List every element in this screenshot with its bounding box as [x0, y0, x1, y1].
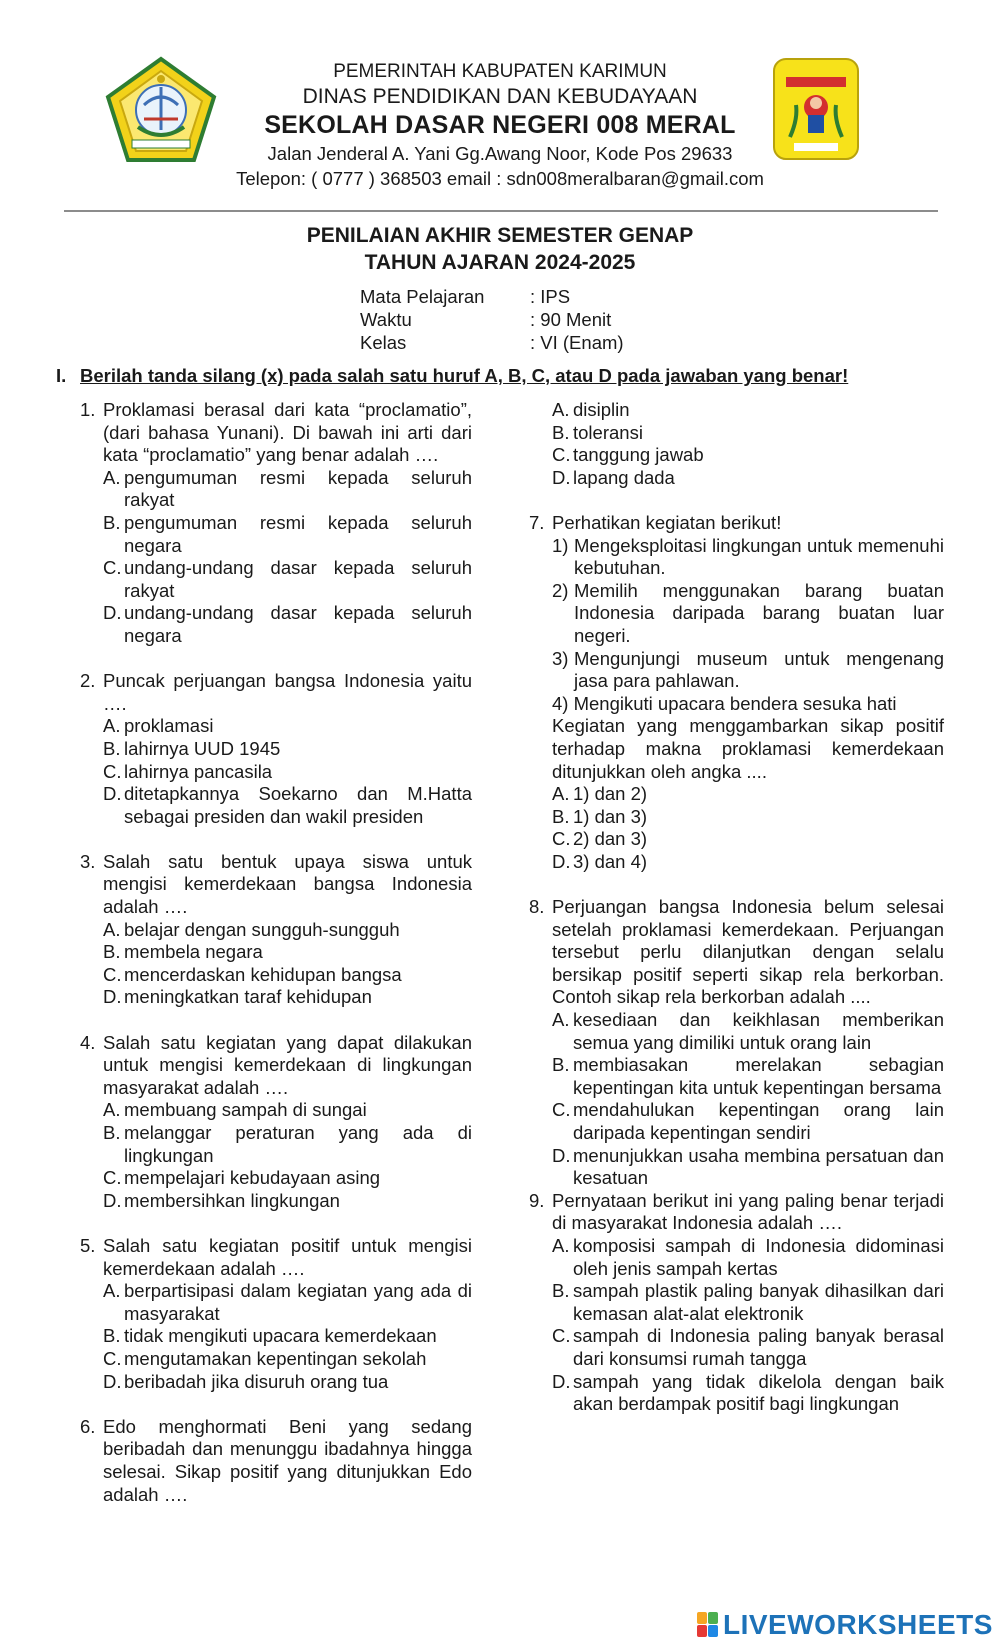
option-text: lahirnya UUD 1945	[124, 737, 281, 759]
option-text: mendahulukan kepentingan orang lain daripada kepentingan sendiri	[573, 1099, 944, 1143]
option-9d[interactable]	[552, 1371, 944, 1416]
meta-key: Waktu	[360, 309, 412, 330]
option-letter: A.	[552, 1234, 570, 1256]
option-text: pengumuman resmi kepada seluruh rakyat	[124, 466, 472, 511]
option-1b[interactable]	[103, 512, 472, 557]
questions-column-right	[529, 399, 944, 1416]
option-1d[interactable]	[103, 602, 472, 647]
question-text: Edo menghormati Beni yang sedang beribadah dan menunggu ibadahnya hingga selesai. Sikap positif yang ditunjukkan Edo adalah ….	[103, 1415, 472, 1505]
option-letter: C.	[552, 1325, 571, 1347]
question-number: 2.	[80, 670, 96, 692]
option-2c[interactable]	[103, 761, 472, 784]
option-letter: B.	[552, 1054, 570, 1076]
option-9a[interactable]	[552, 1235, 944, 1280]
statement-text: Mengeksploitasi lingkungan untuk memenuhi kebutuhan.	[574, 534, 944, 579]
section-number: I.	[56, 365, 67, 386]
option-text: pengumuman resmi kepada seluruh negara	[124, 511, 472, 556]
option-4a[interactable]	[103, 1099, 472, 1122]
option-3c[interactable]	[103, 964, 472, 987]
option-text: belajar dengan sungguh-sungguh	[124, 918, 400, 940]
meta-row-class	[360, 331, 624, 354]
option-text: mempelajari kebudayaan asing	[124, 1167, 381, 1189]
option-letter: C.	[103, 1167, 122, 1189]
option-letter: C.	[552, 1099, 571, 1121]
option-6b[interactable]	[552, 422, 944, 445]
option-letter: B.	[103, 941, 121, 963]
section-instruction	[56, 364, 956, 388]
option-letter: A.	[103, 1280, 121, 1302]
option-letter: C.	[103, 1347, 122, 1369]
option-letter: D.	[552, 850, 571, 872]
option-7b[interactable]	[552, 806, 944, 829]
option-9b[interactable]	[552, 1280, 944, 1325]
question-text: Puncak perjuangan bangsa Indonesia yaitu ….	[103, 670, 472, 714]
option-3a[interactable]	[103, 919, 472, 942]
option-letter: D.	[103, 783, 122, 805]
option-8c[interactable]	[552, 1099, 944, 1144]
option-7a[interactable]	[552, 783, 944, 806]
option-text: membela negara	[124, 941, 263, 963]
meta-value: : 90 Menit	[530, 309, 612, 330]
option-letter: D.	[552, 1144, 571, 1166]
option-4b[interactable]	[103, 1122, 472, 1167]
liveworksheets-wordmark: LIVEWORKSHEETS	[723, 1609, 993, 1640]
option-letter: B.	[552, 805, 570, 827]
exam-title-line2: TAHUN AJARAN 2024-2025	[364, 251, 636, 274]
option-7c[interactable]	[552, 828, 944, 851]
meta-value: : VI (Enam)	[530, 332, 624, 353]
option-text: 2) dan 3)	[573, 828, 648, 850]
question-9	[529, 1190, 944, 1235]
question-text: Perhatikan kegiatan berikut!	[552, 511, 782, 533]
option-text: lapang dada	[573, 466, 675, 488]
option-text: sampah plastik paling banyak dihasilkan dari kemasan alat-alat elektronik	[573, 1280, 944, 1324]
question-6	[80, 1416, 472, 1506]
option-6c[interactable]	[552, 444, 944, 467]
option-letter: A.	[552, 1009, 570, 1031]
question-8	[529, 896, 944, 1009]
option-letter: B.	[103, 1122, 121, 1143]
liveworksheets-brand[interactable]	[697, 1608, 993, 1642]
question-number: 7.	[529, 511, 545, 533]
question-number: 4.	[80, 1031, 96, 1053]
statement-7-3	[552, 648, 944, 693]
statement-7-4: 4) Mengikuti upacara bendera sesuka hati	[552, 692, 897, 714]
option-text: membersihkan lingkungan	[124, 1189, 340, 1211]
option-text: berpartisipasi dalam kegiatan yang ada di masyarakat	[124, 1280, 472, 1324]
sd-negeri-008-meral-emblem-icon	[772, 57, 860, 161]
exam-title	[0, 222, 1000, 276]
option-letter: B.	[552, 1280, 570, 1302]
option-4d[interactable]	[103, 1190, 472, 1213]
statement-7-2	[552, 580, 944, 648]
option-5b[interactable]	[103, 1325, 472, 1348]
question-4	[80, 1032, 472, 1100]
option-1c[interactable]	[103, 557, 472, 602]
option-text: membiasakan merelakan sebagian kepentingan kita untuk kepentingan bersama	[573, 1054, 944, 1098]
option-text: toleransi	[573, 421, 643, 443]
option-text: 3) dan 4)	[573, 850, 648, 872]
question-5	[80, 1235, 472, 1280]
option-text: tidak mengikuti upacara kemerdekaan	[124, 1325, 437, 1347]
question-text: Pernyataan berikut ini yang paling benar terjadi di masyarakat Indonesia adalah ….	[552, 1189, 944, 1234]
meta-row-time	[360, 308, 624, 331]
option-4c[interactable]	[103, 1167, 472, 1190]
question-text: Salah satu kegiatan yang dapat dilakukan untuk mengisi kemerdekaan di lingkungan masyarakat adalah ….	[103, 1031, 472, 1098]
question-text: Salah satu kegiatan positif untuk mengisi kemerdekaan adalah ….	[103, 1234, 472, 1279]
option-letter: A.	[103, 466, 121, 488]
option-8d[interactable]	[552, 1145, 944, 1190]
option-letter: A.	[552, 399, 570, 420]
kop-line-government: PEMERINTAH KABUPATEN KARIMUN	[333, 61, 667, 82]
option-text: lahirnya pancasila	[124, 760, 273, 782]
option-letter: B.	[103, 737, 121, 759]
letterhead-divider	[64, 210, 938, 212]
option-text: melanggar peraturan yang ada di lingkungan	[124, 1122, 472, 1166]
question-text: Salah satu bentuk upaya siswa untuk mengisi kemerdekaan bangsa Indonesia adalah ….	[103, 850, 472, 918]
option-text: kesediaan dan keikhlasan memberikan semua yang dimiliki untuk orang lain	[573, 1009, 944, 1053]
option-letter: A.	[103, 715, 121, 737]
option-letter: D.	[103, 1189, 122, 1211]
option-text: disiplin	[573, 399, 630, 420]
option-2d[interactable]	[103, 783, 472, 828]
option-text: 1) dan 2)	[573, 783, 648, 805]
option-7d[interactable]	[552, 851, 944, 874]
option-3b[interactable]	[103, 941, 472, 964]
option-letter: A.	[552, 783, 570, 805]
option-letter: A.	[103, 1099, 121, 1121]
question-text: Perjuangan bangsa Indonesia belum selesai setelah proklamasi kemerdekaan. Perjuangan tersebut perlu dilanjutkan dengan selalu bersikap positif seperti sikap rela berkorban. Contoh sikap rela berkorban adalah ....	[552, 896, 944, 1008]
option-text: undang-undang dasar kepada seluruh rakyat	[124, 557, 472, 601]
statement-text: Mengunjungi museum untuk mengenang jasa para pahlawan.	[574, 647, 944, 692]
option-letter: D.	[103, 602, 122, 624]
meta-value: : IPS	[530, 286, 571, 307]
option-text: beribadah jika disuruh orang tua	[124, 1370, 389, 1392]
question-number: 8.	[529, 896, 545, 918]
kop-line-agency: DINAS PENDIDIKAN DAN KEBUDAYAAN	[302, 85, 698, 108]
question-1	[80, 399, 472, 467]
kop-line-contact: Telepon: ( 0777 ) 368503 email : sdn008meralbaran@gmail.com	[236, 168, 764, 189]
option-9c[interactable]	[552, 1325, 944, 1370]
questions-column-left	[80, 399, 472, 1506]
statement-text: Memilih menggunakan barang buatan Indonesia daripada barang buatan luar negeri.	[574, 579, 944, 646]
exam-meta	[360, 285, 624, 354]
option-2b[interactable]	[103, 738, 472, 761]
question-7	[529, 512, 944, 535]
option-letter: D.	[552, 466, 571, 488]
option-text: sampah yang tidak dikelola dengan baik akan berdampak positif bagi lingkungan	[573, 1370, 944, 1415]
exam-title-line1: PENILAIAN AKHIR SEMESTER GENAP	[306, 224, 694, 247]
option-text: meningkatkan taraf kehidupan	[124, 986, 372, 1008]
option-letter: D.	[103, 986, 122, 1008]
option-letter: D.	[103, 1370, 122, 1392]
option-8a[interactable]	[552, 1009, 944, 1054]
question-3	[80, 851, 472, 919]
question-text: Proklamasi berasal dari kata “proclamatio”, (dari bahasa Yunani). Di bawah ini arti dari kata “proclamatio” yang benar adalah ….	[103, 399, 472, 466]
option-letter: C.	[552, 444, 571, 466]
option-text: mengutamakan kepentingan sekolah	[124, 1347, 427, 1369]
question-number: 1.	[80, 399, 96, 420]
option-2a[interactable]	[103, 715, 472, 738]
question-number: 6.	[80, 1415, 96, 1437]
option-text: ditetapkannya Soekarno dan M.Hatta sebagai presiden dan wakil presiden	[124, 783, 472, 827]
option-text: tanggung jawab	[573, 444, 704, 466]
option-6d[interactable]	[552, 467, 944, 490]
option-text: komposisi sampah di Indonesia didominasi oleh jenis sampah kertas	[573, 1234, 944, 1279]
liveworksheets-logo-icon	[697, 1612, 719, 1638]
option-letter: B.	[103, 511, 121, 533]
option-text: menunjukkan usaha membina persatuan dan kesatuan	[573, 1144, 944, 1189]
option-letter: C.	[103, 557, 122, 579]
letterhead	[0, 0, 1000, 220]
option-text: membuang sampah di sungai	[124, 1099, 367, 1121]
option-letter: C.	[103, 760, 122, 782]
option-text: mencerdaskan kehidupan bangsa	[124, 963, 402, 985]
statement-number: 3)	[552, 647, 569, 669]
kop-line-school-name: SEKOLAH DASAR NEGERI 008 MERAL	[264, 111, 736, 139]
question-number: 3.	[80, 850, 96, 872]
option-text: proklamasi	[124, 715, 214, 737]
option-text: 1) dan 3)	[573, 805, 648, 827]
kop-line-address: Jalan Jenderal A. Yani Gg.Awang Noor, Kode Pos 29633	[267, 143, 733, 164]
option-letter: D.	[552, 1370, 571, 1392]
option-1a[interactable]	[103, 467, 472, 512]
option-5d[interactable]	[103, 1371, 472, 1394]
meta-key: Mata Pelajaran	[360, 286, 485, 307]
option-letter: C.	[552, 828, 571, 850]
option-text: sampah di Indonesia paling banyak berasal dari konsumsi rumah tangga	[573, 1325, 944, 1369]
option-5c[interactable]	[103, 1348, 472, 1371]
statement-number: 1)	[552, 534, 569, 556]
question-7-stem: Kegiatan yang menggambarkan sikap positif terhadap makna proklamasi kemerdekaan ditunjukkan oleh angka ....	[552, 715, 944, 782]
option-letter: B.	[103, 1325, 121, 1347]
option-6a[interactable]	[552, 399, 944, 422]
question-number: 9.	[529, 1189, 545, 1211]
option-letter: A.	[103, 918, 121, 940]
option-letter: B.	[552, 421, 570, 443]
option-8b[interactable]	[552, 1054, 944, 1099]
statement-7-1	[552, 535, 944, 580]
option-5a[interactable]	[103, 1280, 472, 1325]
option-text: undang-undang dasar kepada seluruh negara	[124, 602, 472, 646]
option-letter: C.	[103, 963, 122, 985]
option-3d[interactable]	[103, 986, 472, 1009]
question-2	[80, 670, 472, 715]
question-number: 5.	[80, 1234, 96, 1256]
instruction-text: Berilah tanda silang (x) pada salah satu huruf A, B, C, atau D pada jawaban yang benar!	[80, 365, 849, 386]
meta-row-subject	[360, 285, 624, 308]
statement-number: 2)	[552, 579, 569, 601]
meta-key: Kelas	[360, 332, 407, 353]
